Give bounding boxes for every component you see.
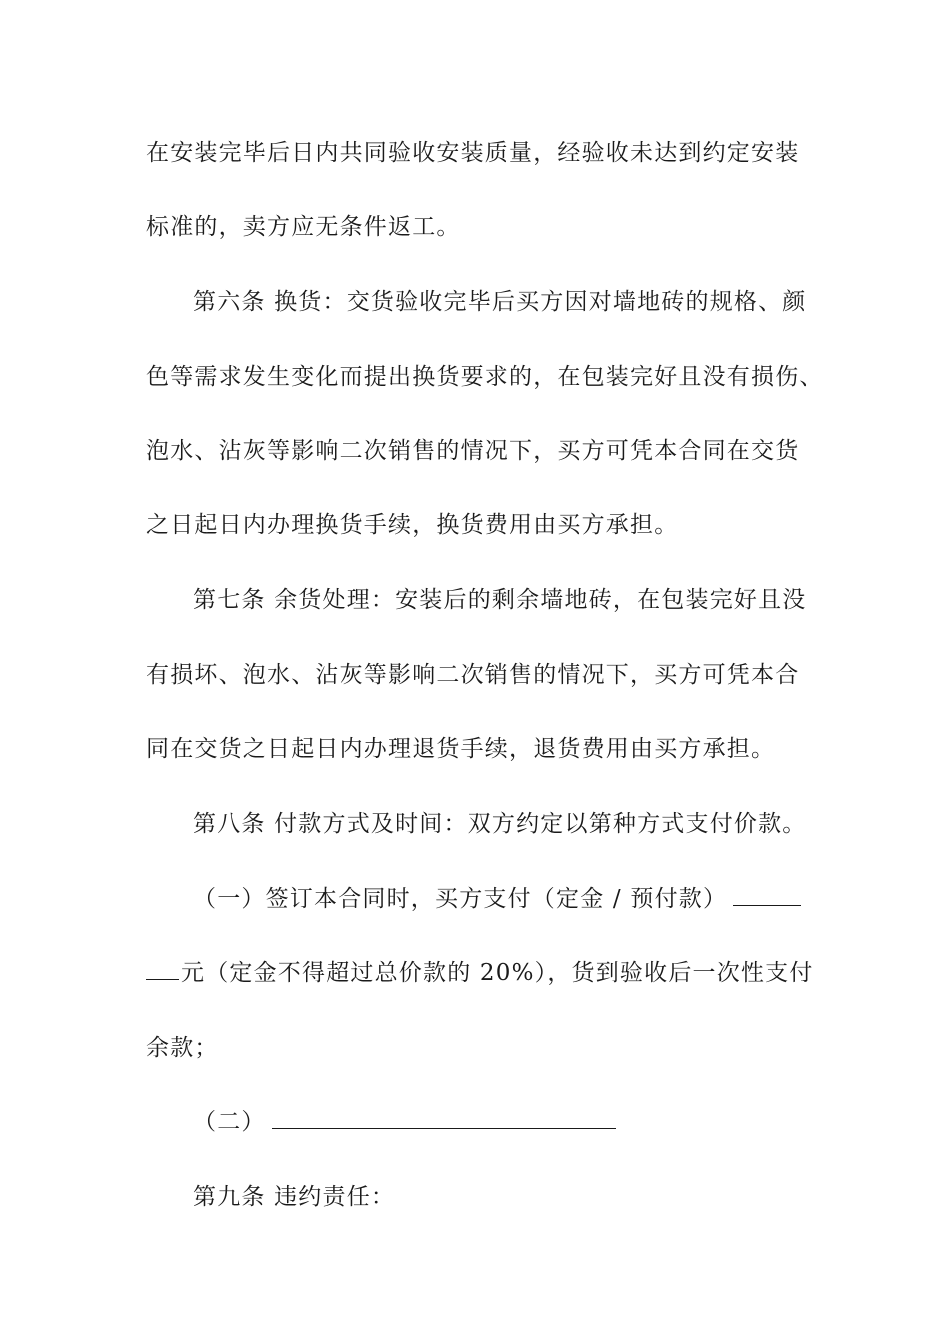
paragraph-line: 泡水、沾灰等影响二次销售的情况下，买方可凭本合同在交货 — [146, 438, 800, 464]
paragraph-line: 之日起日内办理换货手续，换货费用由买方承担。 — [146, 512, 679, 538]
paragraph-line: 标准的，卖方应无条件返工。 — [146, 214, 461, 240]
article-7-heading-line: 第七条 余货处理：安装后的剩余墙地砖，在包装完好且没 — [193, 587, 807, 613]
paragraph-line: 同在交货之日起日内办理退货手续，退货费用由买方承担。 — [146, 736, 776, 762]
article-9-heading-line: 第九条 违约责任： — [193, 1184, 396, 1210]
payment-option-1-line — [193, 884, 801, 914]
payment-option-1-continued-line — [146, 958, 814, 988]
paragraph-line: 有损坏、泡水、沾灰等影响二次销售的情况下，买方可凭本合 — [146, 662, 800, 688]
article-6-heading-line: 第六条 换货：交货验收完毕后买方因对墙地砖的规格、颜 — [193, 289, 807, 315]
paragraph-line: 色等需求发生变化而提出换货要求的，在包装完好且没有损伤、 — [146, 364, 824, 390]
payment-option-1-text: （一）签订本合同时，买方支付（定金 / 预付款） — [193, 886, 728, 912]
paragraph-line: 余款； — [146, 1035, 219, 1061]
payment-option-2-text: （二） — [193, 1109, 266, 1135]
payment-option-1-continued-text: 元（定金不得超过总价款的 20%），货到验收后一次性支付 — [181, 960, 814, 986]
fill-in-blank — [733, 885, 801, 906]
article-8-heading-line: 第八条 付款方式及时间：双方约定以第种方式支付价款。 — [193, 811, 807, 837]
payment-option-2-line — [193, 1107, 616, 1137]
fill-in-blank — [272, 1108, 616, 1129]
paragraph-line: 在安装完毕后日内共同验收安装质量，经验收未达到约定安装 — [146, 140, 800, 166]
fill-in-blank — [146, 959, 179, 980]
